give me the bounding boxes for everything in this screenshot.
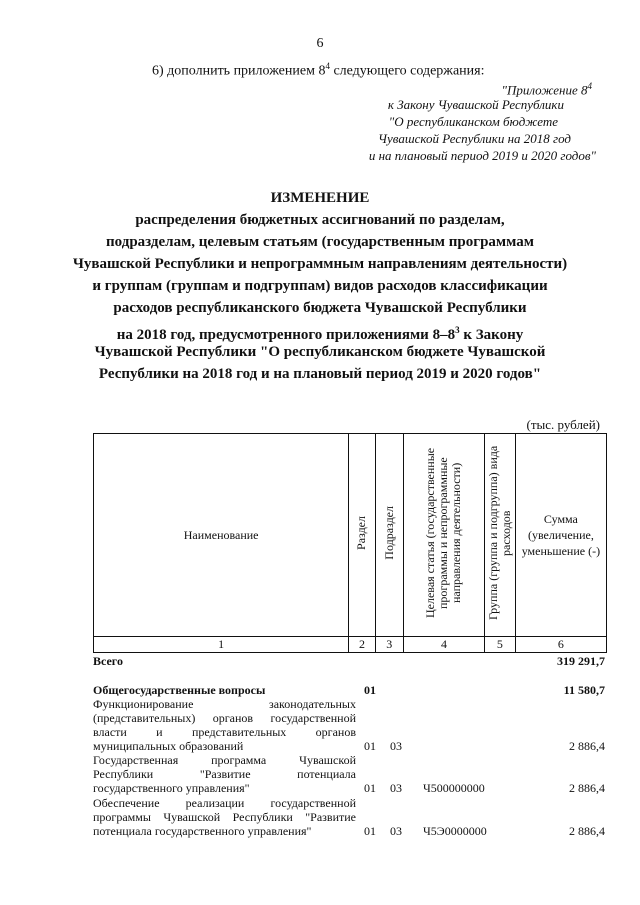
title-line-7: Чувашской Республики "О республиканском бюджете Чувашской <box>94 344 546 360</box>
title-line-6-sup: 3 <box>455 325 460 335</box>
intro-tail: следующего содержания: <box>329 63 485 79</box>
header-sum: Сумма (увеличение, уменьшение (-) <box>515 434 606 637</box>
row-sum: 2 886,4 <box>569 824 605 838</box>
table-header <box>93 433 607 653</box>
row-name: Общегосударственные вопросы <box>93 683 266 697</box>
colnum-3: 3 <box>375 637 403 653</box>
total-label: Всего <box>93 654 123 668</box>
row-name: Обеспечение реализации государственной программы Чувашской Республики "Развитие потенциала государственного управления" <box>93 796 356 838</box>
colnum-6: 6 <box>515 637 606 653</box>
title-line-3: Чувашской Республики и непрограммным направлениям деятельности) <box>72 256 568 272</box>
header-section <box>349 434 375 637</box>
row-sum: 2 886,4 <box>569 739 605 753</box>
intro-text: 6) дополнить приложением 8 <box>152 63 326 79</box>
colnum-2: 2 <box>349 637 375 653</box>
row-sum: 11 580,7 <box>563 683 605 697</box>
header-group-text: Группа (группа и подгруппа) вида расходов <box>485 445 513 621</box>
title-line-5: расходов республиканского бюджета Чувашской Республики <box>113 300 527 316</box>
annex-line-5: и на плановый период 2019 и 2020 годов" <box>368 148 596 163</box>
title-line-6-pre: на 2018 год, предусмотренного приложениями 8–8 <box>116 327 456 343</box>
title-line-6-post: к Закону <box>459 327 524 343</box>
annex-line-3: "О республиканском бюджете <box>388 114 558 129</box>
row-name: Функционирование законодательных (представительных) органов государственной власти и представительных органов муниципальных образований <box>93 697 356 753</box>
header-target <box>403 434 484 637</box>
header-group <box>484 434 515 637</box>
units-label: (тыс. рублей) <box>526 417 600 432</box>
row-subsection: 03 <box>390 781 402 795</box>
title-line-1: распределения бюджетных ассигнований по разделам, <box>135 212 505 228</box>
row-subsection: 03 <box>390 739 402 753</box>
row-section: 01 <box>364 781 376 795</box>
title-line-2: подразделам, целевым статьям (государственным программам <box>106 234 534 250</box>
page-number: 6 <box>316 36 324 51</box>
row-target: Ч5Э0000000 <box>423 824 487 838</box>
header-subsection <box>375 434 403 637</box>
header-target-text: Целевая статья (государственные программы и непрограммные направления деятельности) <box>423 447 464 619</box>
header-name: Наименование <box>94 434 349 637</box>
row-name: Государственная программа Чувашской Республики "Развитие потенциала государственного управления" <box>93 753 356 795</box>
document-heading: ИЗМЕНЕНИЕ <box>270 190 370 206</box>
row-section: 01 <box>364 824 376 838</box>
row-target: Ч500000000 <box>423 781 485 795</box>
header-section-text: Раздел <box>354 516 369 550</box>
row-section: 01 <box>364 683 376 697</box>
colnum-5: 5 <box>484 637 515 653</box>
row-sum: 2 886,4 <box>569 781 605 795</box>
annex-line-2: к Закону Чувашской Республики <box>387 97 564 112</box>
title-line-4: и группам (группам и подгруппам) видов расходов классификации <box>92 278 548 294</box>
amendment-intro <box>152 61 485 80</box>
intro-sup: 4 <box>325 61 330 71</box>
header-subsection-text: Подраздел <box>381 506 396 560</box>
row-subsection: 03 <box>390 824 402 838</box>
row-section: 01 <box>364 739 376 753</box>
colnum-1: 1 <box>94 637 349 653</box>
total-sum: 319 291,7 <box>557 654 605 668</box>
annex-line-1-sup: 4 <box>587 81 592 91</box>
annex-line-4: Чувашской Республики на 2018 год <box>378 131 571 146</box>
annex-line-1-text: "Приложение 8 <box>501 82 588 98</box>
colnum-4: 4 <box>403 637 484 653</box>
title-line-8: Республики на 2018 год и на плановый период 2019 и 2020 годов" <box>98 366 542 382</box>
